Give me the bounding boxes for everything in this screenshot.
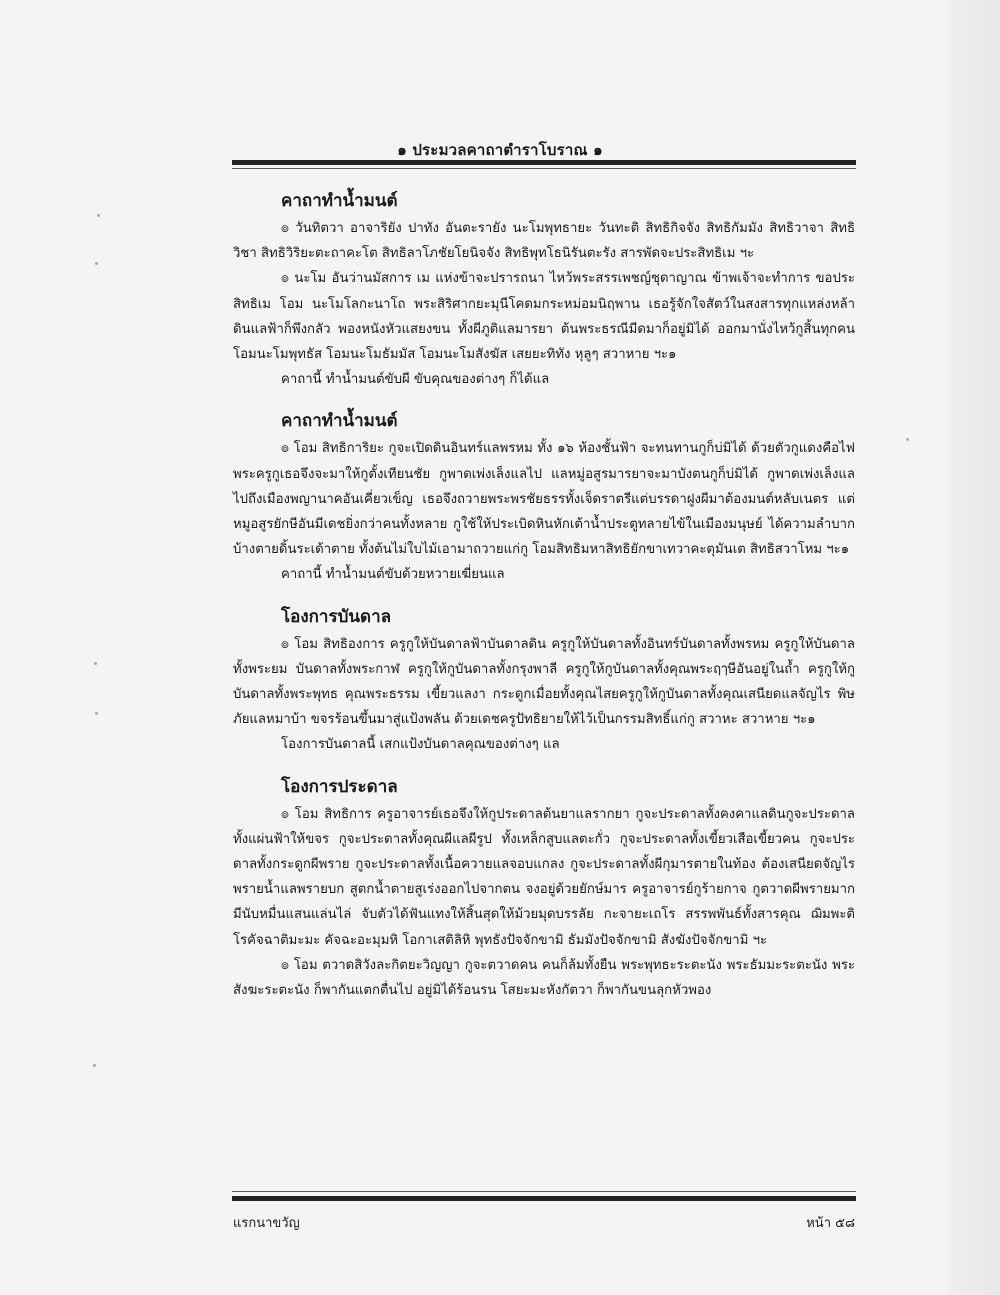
running-header: ๑ ประมวลคาถาตำราโบราณ ๑	[397, 141, 603, 159]
incantation-paragraph: ๏ โอม สิทธิการ ครูอาจารย์เธอจึงให้กูประดาลต้นยาแลรากยา กูจะประดาลทั้งคงคาแลดินกูจะประดาลทั้งแผ่นฟ้าให้ขจร กูจะประดาลทั้งคุณผีแลผีรูป ทั้งเหล็กสูบแลตะกั่ว กูจะประดาลทั้งเขี้ยวเสือเขี้ยวคน กูจะประดาลทั้งกระดูกผีพราย กูจะประดาลทั้งเนื้อควายแลจอบแกลง กูจะประดาลทั้งผีกุมารตายในท้อง ต้องเสนียดจัญไรพรายน้ำแลพรายบก สูตกน้ำตายสูเร่งออกไปจากตน จงอยู่ด้วยยักษ์มาร ครูอาจารย์กูร้ายกาจ กูตวาดผีพรายมากมีนับหมื่นแสนแล่นไล่ จับตัวได้ฟันแทงให้สิ้นสุดให้ม้วยมุดบรรลัย กะจายะเถโร สรรพพันธ์ทั้งสารคุณ ฌิมพะติโรคัจฉาติมะมะ คัจฉะอะมุมหิ โอกาเสติลิหิ พุทธังปัจจักขามิ ธัมมังปัจจักขามิ สังฆังปัจจักขามิ ฯะ	[233, 806, 855, 948]
spacer	[233, 392, 855, 406]
scan-speck	[95, 262, 98, 265]
header-rule	[232, 160, 856, 165]
footer-publication: แรกนาขวัญ	[233, 1216, 300, 1231]
page-body	[233, 186, 855, 1003]
incantation-paragraph: ๏ วันทิตวา อาจาริยัง ปาทัง อันตะรายัง นะโมพุทธายะ วันทะติ สิทธิกิจจัง สิทธิกัมมัง สิทธิวาจา สิทธิวิชา สิทธิวิริยะตะถาคะโต สิทธิลาโภชัยโยนิจจัง สิทธิพุทโธนิรันตะรัง สารพัดจะประสิทธิเม ฯะ	[233, 221, 855, 262]
incantation-paragraph: ๏ โอม สิทธิองการ ครูกูให้บันดาลฟ้าบันดาลดิน ครูกูให้บันดาลทั้งอินทร์บันดาลทั้งพรหม ครูกูให้บันดาลทั้งพระยม บันดาลทั้งพระกาฬ ครูกูให้กูบันดาลทั้งกรุงพาลี ครูกูให้กูบันดาลทั้งคุณพระฤๅษีอันอยู่ในถ้ำ ครูกูให้กูบันดาลทั้งพระพุทธ คุณพระธรรม เขี้ยวแลงา กระดูกเมื่อยทั้งคุณไสยครูกูให้กูบันดาลทั้งคุณเสนียดแลจัญไร พิษภัยแลหมาบ้า ขจรร้อนขึ้นมาสู่แป้งพลัน ด้วยเดชครูปัทธิยายให้ไว้เป็นกรรมสิทธิ์แก่กู สวาหะ สวาหาย ฯะ๑	[233, 636, 855, 728]
scan-speck	[95, 712, 98, 715]
incantation-paragraph: ๏ โอม สิทธิการิยะ กูจะเปิดดินอินทร์แลพรหม ทั้ง ๑๖ ห้องชั้นฟ้า จะทนทานกูก็บ่มิได้ ด้วยตัวกูแดงคือไฟ พระครูกูเธอจึงจะมาให้กูตั้งเทียนชัย กูพาดเพ่งเล็งแลไป แลหมู่อสูรมารยาจะมาบังตนกูก็บ่มิได้ กูพาดเพ่งเล็งแลไปถึงเมืองพญานาคอันเคี่ยวเข็ญ เธอจึงถวายพระพรชัยธรรทั้งเจ็ดราตรีแต่บรรดาฝูงผีมาต้องมนต์หลับเนตร แต่หมูอสูรยักษีอันมีเดชยิ่งกว่าคนทั้งหลาย กูใช้ให้ประเบิดหินหักเต้าน้ำประตูทลายไข้ในเมืองมนุษย์ ได้ความลำบากบ้างตายดิ้นระเด้าตาย ทั้งต้นไม่ใบไม้เอามาถวายแก่กู โอมสิทธิมหาสิทธิยักขาเทวาคะตุมันเต สิทธิสวาโหม ฯะ๑	[233, 441, 855, 558]
section-title: โองการบันดาล	[281, 606, 392, 627]
section-2	[233, 406, 855, 587]
footer-rule	[232, 1196, 856, 1201]
section-title: คาถาทำน้ำมนต์	[281, 411, 398, 432]
section-1	[233, 186, 855, 392]
scan-speck	[906, 438, 909, 441]
spacer	[233, 588, 855, 602]
scan-speck	[94, 662, 97, 665]
scan-speck	[97, 214, 100, 217]
section-note: โองการบันดาลนี้ เสกแป้งบันดาลคุณของต่างๆ แล	[281, 737, 560, 753]
spacer	[233, 758, 855, 772]
section-4	[233, 772, 855, 1004]
section-title: คาถาทำน้ำมนต์	[281, 191, 398, 211]
scan-edge	[948, 0, 1000, 1295]
incantation-paragraph: ๏ โอม ตวาดสิวังละกิตยะวิญญา กูจะตวาดคน คนก็ล้มทั้งยืน พระพุทธะระตะนัง พระธัมมะระตะนัง พระสังฆะระตะนัง ก็พากันแตกตื่นไป อยู่มิได้ร้อนรน โสยะมะหังกัตวา ก็พากันขนลุกหัวพอง	[233, 957, 855, 999]
scan-speck	[93, 1064, 96, 1067]
section-3	[233, 602, 855, 758]
section-title: โองการประดาล	[281, 776, 398, 797]
page-number: หน้า ๕๘	[806, 1216, 855, 1231]
section-note: คาถานี้ ทำน้ำมนต์ขับผี ขับคุณของต่างๆ ก็ได้แล	[281, 372, 550, 388]
section-note: คาถานี้ ทำน้ำมนต์ขับด้วยหวายเฆี่ยนแล	[281, 567, 505, 583]
incantation-paragraph: ๏ นะโม อันว่านมัสการ เม แห่งข้าจะปรารถนา ไหว้พระสรรเพชญ์ชุดาญาณ ข้าพเจ้าจะทำการ ขอประสิทธิเม โอม นะโมโลกะนาโถ พระสิริศากยะมุนีโคดมกระหม่อมนิฤพาน เธอรู้จักใจสัตว์ในสงสารทุกแหล่งหล้า ดินแลฟ้าก็พึงกลัว พองหนังหัวแสยงขน ทั้งผีภูติแลมารยา ต้นพระธรณีมีดมาก็อยู่มิได้ ออกมานั่งไหว้กูสิ้นทุกคน โอมนะโมพุทธัส โอมนะโมธัมมัส โอมนะโมสังฆัส เสยยะทิทัง หุลูๆ สวาหาย ฯะ๑	[233, 271, 855, 363]
